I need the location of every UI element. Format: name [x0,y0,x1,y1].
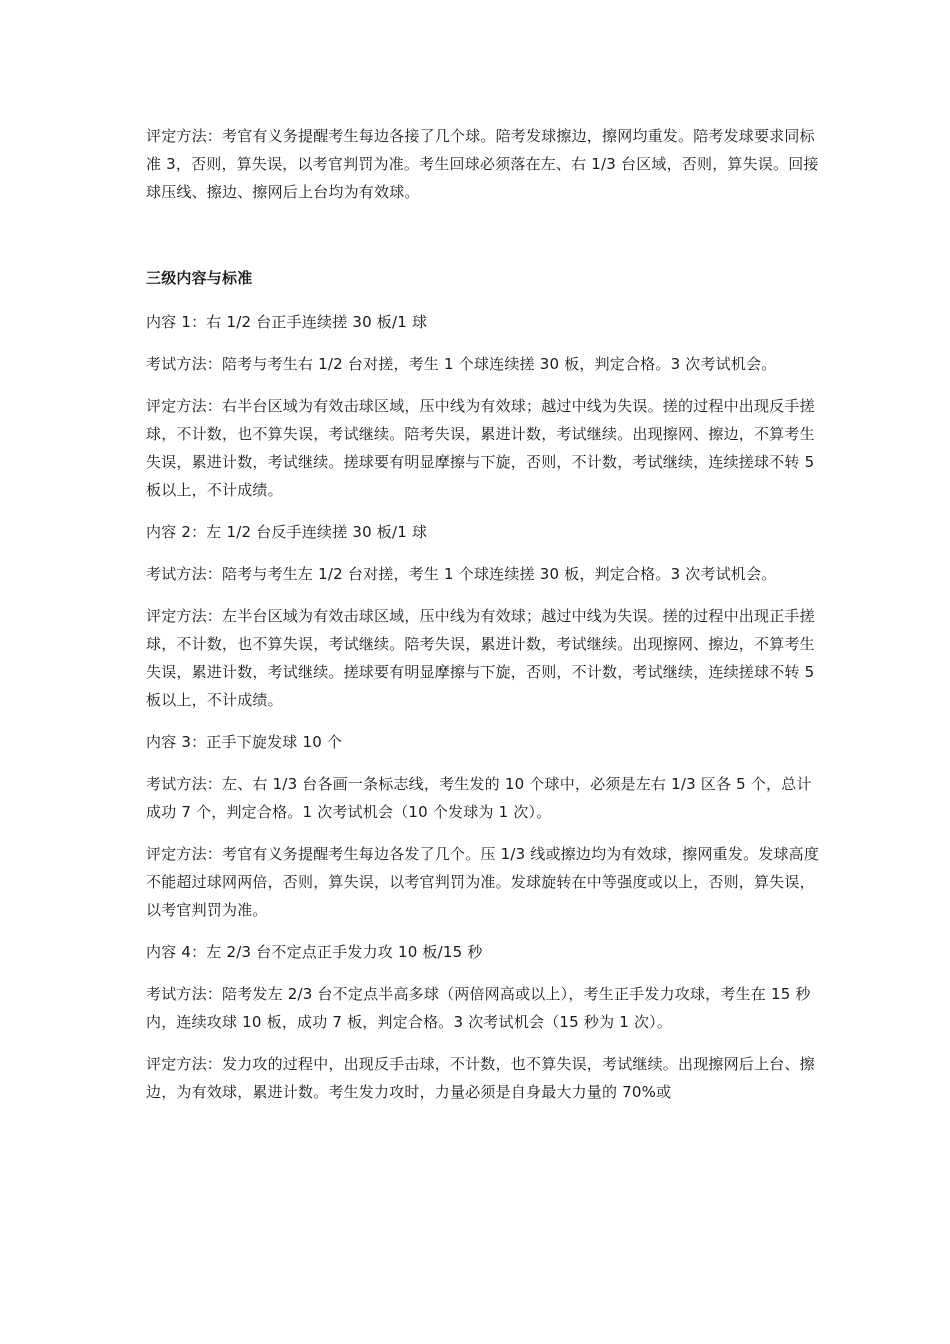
content-1-eval-method: 评定方法：右半台区域为有效击球区域，压中线为有效球；越过中线为失误。搓的过程中出现反手搓球，不计数，也不算失误，考试继续。陪考失误，累进计数，考试继续。出现擦网、擦边，不算考生失误，累进计数，考试继续。搓球要有明显摩擦与下旋，否则，不计数，考试继续，连续搓球不转 5 板以上，不计成绩。 [146,397,815,499]
content-2-title: 内容 2：左 1/2 台反手连续搓 30 板/1 球 [146,523,428,541]
content-4-test-method: 考试方法：陪考发左 2/3 台不定点半高多球（两倍网高或以上），考生正手发力攻球，考生在 15 秒内，连续攻球 10 板，成功 7 板，判定合格。3 次考试机会（15 秒为 1 次）。 [146,985,811,1031]
content-4-title: 内容 4：左 2/3 台不定点正手发力攻 10 板/15 秒 [146,943,483,961]
content-2-eval-method: 评定方法：左半台区域为有效击球区域，压中线为有效球；越过中线为失误。搓的过程中出现正手搓球，不计数，也不算失误，考试继续。陪考失误，累进计数，考试继续。出现擦网、擦边，不算考生失误，累进计数，考试继续。搓球要有明显摩擦与下旋，否则，不计数，考试继续，连续搓球不转 5 板以上，不计成绩。 [146,607,815,709]
content-3-eval-method: 评定方法：考官有义务提醒考生每边各发了几个。压 1/3 线或擦边均为有效球，擦网重发。发球高度不能超过球网两倍，否则，算失误，以考官判罚为准。发球旋转在中等强度或以上，否则，算失误，以考官判罚为准。 [146,845,820,919]
paragraph-eval-prev: 评定方法：考官有义务提醒考生每边各接了几个球。陪考发球擦边，擦网均重发。陪考发球要求同标准 3，否则，算失误，以考官判罚为准。考生回球必须落在左、右 1/3 台区域，否则，算失误。回接球压线、擦边、擦网后上台均为有效球。 [146,127,819,201]
content-3-test-method: 考试方法：左、右 1/3 台各画一条标志线，考生发的 10 个球中，必须是左右 1/3 区各 5 个，总计成功 7 个，判定合格。1 次考试机会（10 个发球为 1 次）。 [146,775,812,821]
content-1-title: 内容 1：右 1/2 台正手连续搓 30 板/1 球 [146,313,428,331]
content-3-title: 内容 3：正手下旋发球 10 个 [146,733,343,751]
content-1-test-method: 考试方法：陪考与考生右 1/2 台对搓，考生 1 个球连续搓 30 板，判定合格。3 次考试机会。 [146,355,777,373]
section-heading: 三级内容与标准 [146,269,253,287]
content-2-test-method: 考试方法：陪考与考生左 1/2 台对搓，考生 1 个球连续搓 30 板，判定合格。3 次考试机会。 [146,565,777,583]
content-4-eval-method: 评定方法：发力攻的过程中，出现反手击球，不计数，也不算失误，考试继续。出现擦网后上台、擦边，为有效球，累进计数。考生发力攻时，力量必须是自身最大力量的 70%或 [146,1055,815,1101]
